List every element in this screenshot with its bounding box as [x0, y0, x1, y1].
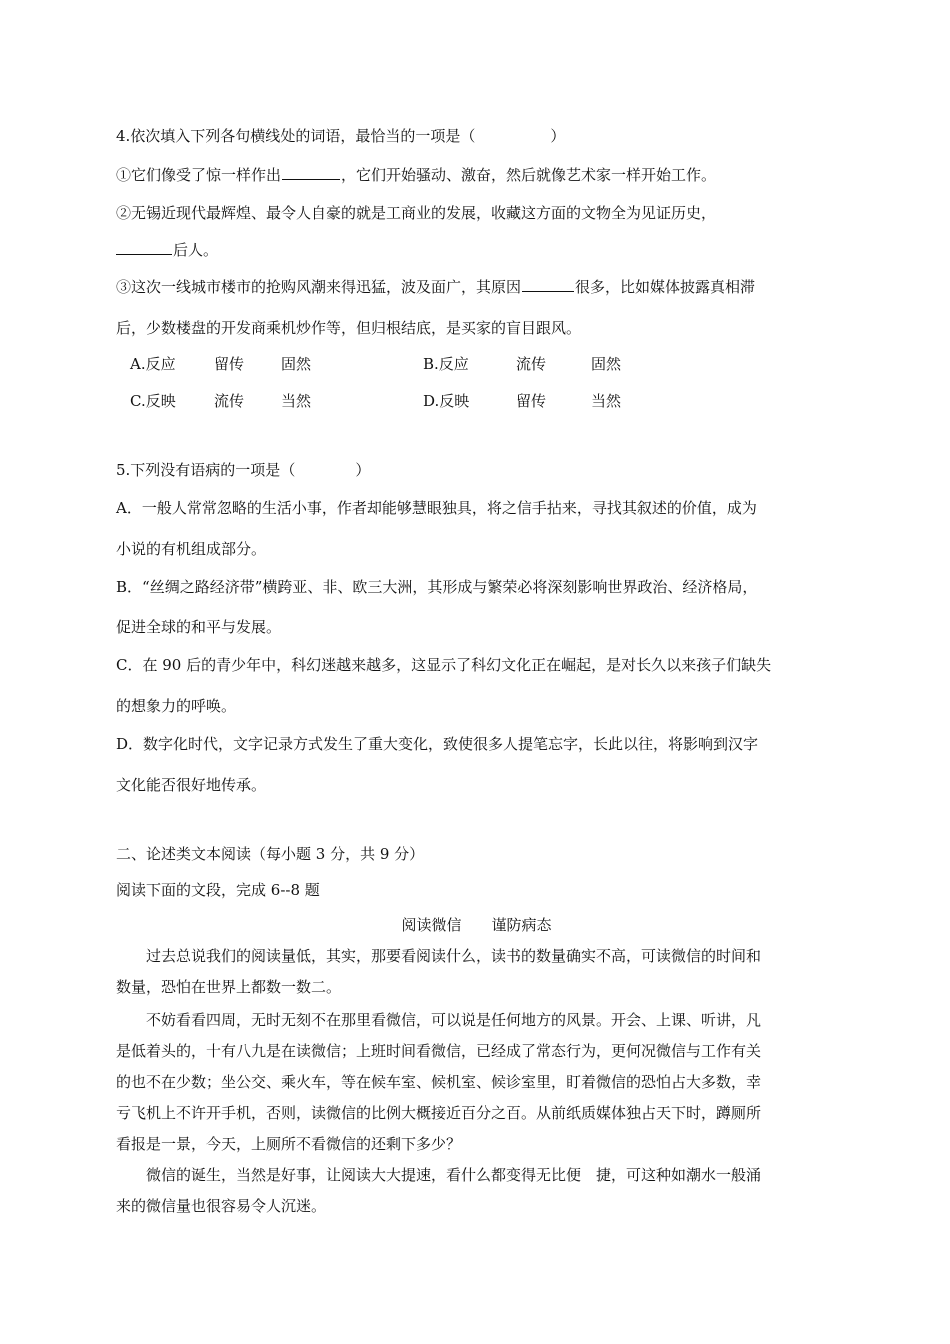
- q5-option-b-line-1: B．“丝绸之路经济带”横跨亚、非、欧三大洲，其形成与繁荣必将深刻影响世界政治、经济格局，: [116, 578, 758, 596]
- q5-stem: 5.下列没有语病的一项是（ ）: [116, 461, 371, 479]
- q4-option-d: D.反映: [423, 392, 470, 410]
- paragraph-2-line-2: 是低着头的，十有八九是在读微信；上班时间看微信，已经成了常态行为，更何况微信与工作有关: [116, 1042, 762, 1060]
- paragraph-2-line-1: 不妨看看四周，无时无刻不在那里看微信，可以说是任何地方的风景。开会、上课、听讲，凡: [146, 1011, 762, 1029]
- q4-option-c-word-2: 流传: [214, 392, 245, 410]
- q4-option-a-word-2: 留传: [214, 355, 245, 373]
- q4-stem: 4.依次填入下列各句横线处的词语，最恰当的一项是（ ）: [116, 127, 566, 145]
- section-2-heading: 二、论述类文本阅读（每小题 3 分，共 9 分）: [116, 845, 425, 863]
- q4-option-a-word-3: 固然: [281, 355, 312, 373]
- paragraph-3-line-1: 微信的诞生，当然是好事，让阅读大大提速，看什么都变得无比便 捷，可这种如潮水一般涌: [146, 1166, 762, 1184]
- q4-option-a: A.反应: [130, 355, 176, 373]
- q4-s3-post: 很多，比如媒体披露真相滞: [575, 278, 756, 296]
- q4-sentence-2: ②无锡近现代最辉煌、最令人自豪的就是工商业的发展，收藏这方面的文物全为见证历史，: [116, 204, 717, 222]
- paragraph-2-line-5: 看报是一景，今天，上厕所不看微信的还剩下多少？: [116, 1135, 462, 1153]
- q4-blank-3: [522, 277, 574, 292]
- paragraph-2-line-4: 亏飞机上不许开手机，否则，读微信的比例大概接近百分之百。从前纸质媒体独占天下时，蹲厕所: [116, 1104, 762, 1122]
- q4-blank-1: [282, 165, 340, 180]
- q4-option-d-word-3: 当然: [591, 392, 622, 410]
- section-2-instruction: 阅读下面的文段，完成 6--8 题: [116, 881, 320, 899]
- paragraph-2-line-3: 的也不在少数；坐公交、乘火车，等在候车室、候机室、候诊室里，盯着微信的恐怕占大多数，幸: [116, 1073, 762, 1091]
- q4-sentence-2-cont: [116, 240, 218, 260]
- q4-sentence-3: [116, 277, 755, 297]
- q4-option-c-word-3: 当然: [281, 392, 312, 410]
- q4-s2-post: 后人。: [173, 241, 219, 259]
- q4-option-b-word-2: 流传: [516, 355, 547, 373]
- q4-option-d-word-2: 留传: [516, 392, 547, 410]
- q5-option-a-line-1: A．一般人常常忽略的生活小事，作者却能够慧眼独具，将之信手拈来，寻找其叙述的价值，成为: [116, 499, 757, 517]
- article-title: 阅读微信 谨防病态: [401, 916, 552, 934]
- paragraph-1-line-1: 过去总说我们的阅读量低，其实，那要看阅读什么，读书的数量确实不高，可读微信的时间和: [146, 947, 762, 965]
- q5-option-d-line-1: D．数字化时代，文字记录方式发生了重大变化，致使很多人提笔忘字，长此以往，将影响到汉字: [116, 735, 759, 753]
- q5-option-c-line-1: C．在 90 后的青少年中，科幻迷越来越多，这显示了科幻文化正在崛起，是对长久以来孩子们缺失: [116, 656, 772, 674]
- q4-option-b: B.反应: [423, 355, 469, 373]
- q4-blank-2: [116, 240, 172, 255]
- q4-sentence-1: [116, 165, 716, 185]
- q4-option-b-word-3: 固然: [591, 355, 622, 373]
- q5-option-d-line-2: 文化能否很好地传承。: [116, 776, 267, 794]
- q4-s3-pre: ③这次一线城市楼市的抢购风潮来得迅猛，波及面广，其原因: [116, 278, 522, 296]
- q4-s1-pre: ①它们像受了惊一样作出: [116, 166, 282, 184]
- paragraph-3-line-2: 来的微信量也很容易令人沉迷。: [116, 1197, 327, 1215]
- q5-option-a-line-2: 小说的有机组成部分。: [116, 540, 267, 558]
- q4-s1-post: ，它们开始骚动、激奋，然后就像艺术家一样开始工作。: [341, 166, 717, 184]
- q4-option-c: C.反映: [130, 392, 176, 410]
- q5-option-b-line-2: 促进全球的和平与发展。: [116, 618, 282, 636]
- q5-option-c-line-2: 的想象力的呼唤。: [116, 697, 237, 715]
- paragraph-1-line-2: 数量，恐怕在世界上都数一数二。: [116, 978, 342, 996]
- q4-sentence-3-cont: 后，少数楼盘的开发商乘机炒作等，但归根结底，是买家的盲目跟风。: [116, 319, 582, 337]
